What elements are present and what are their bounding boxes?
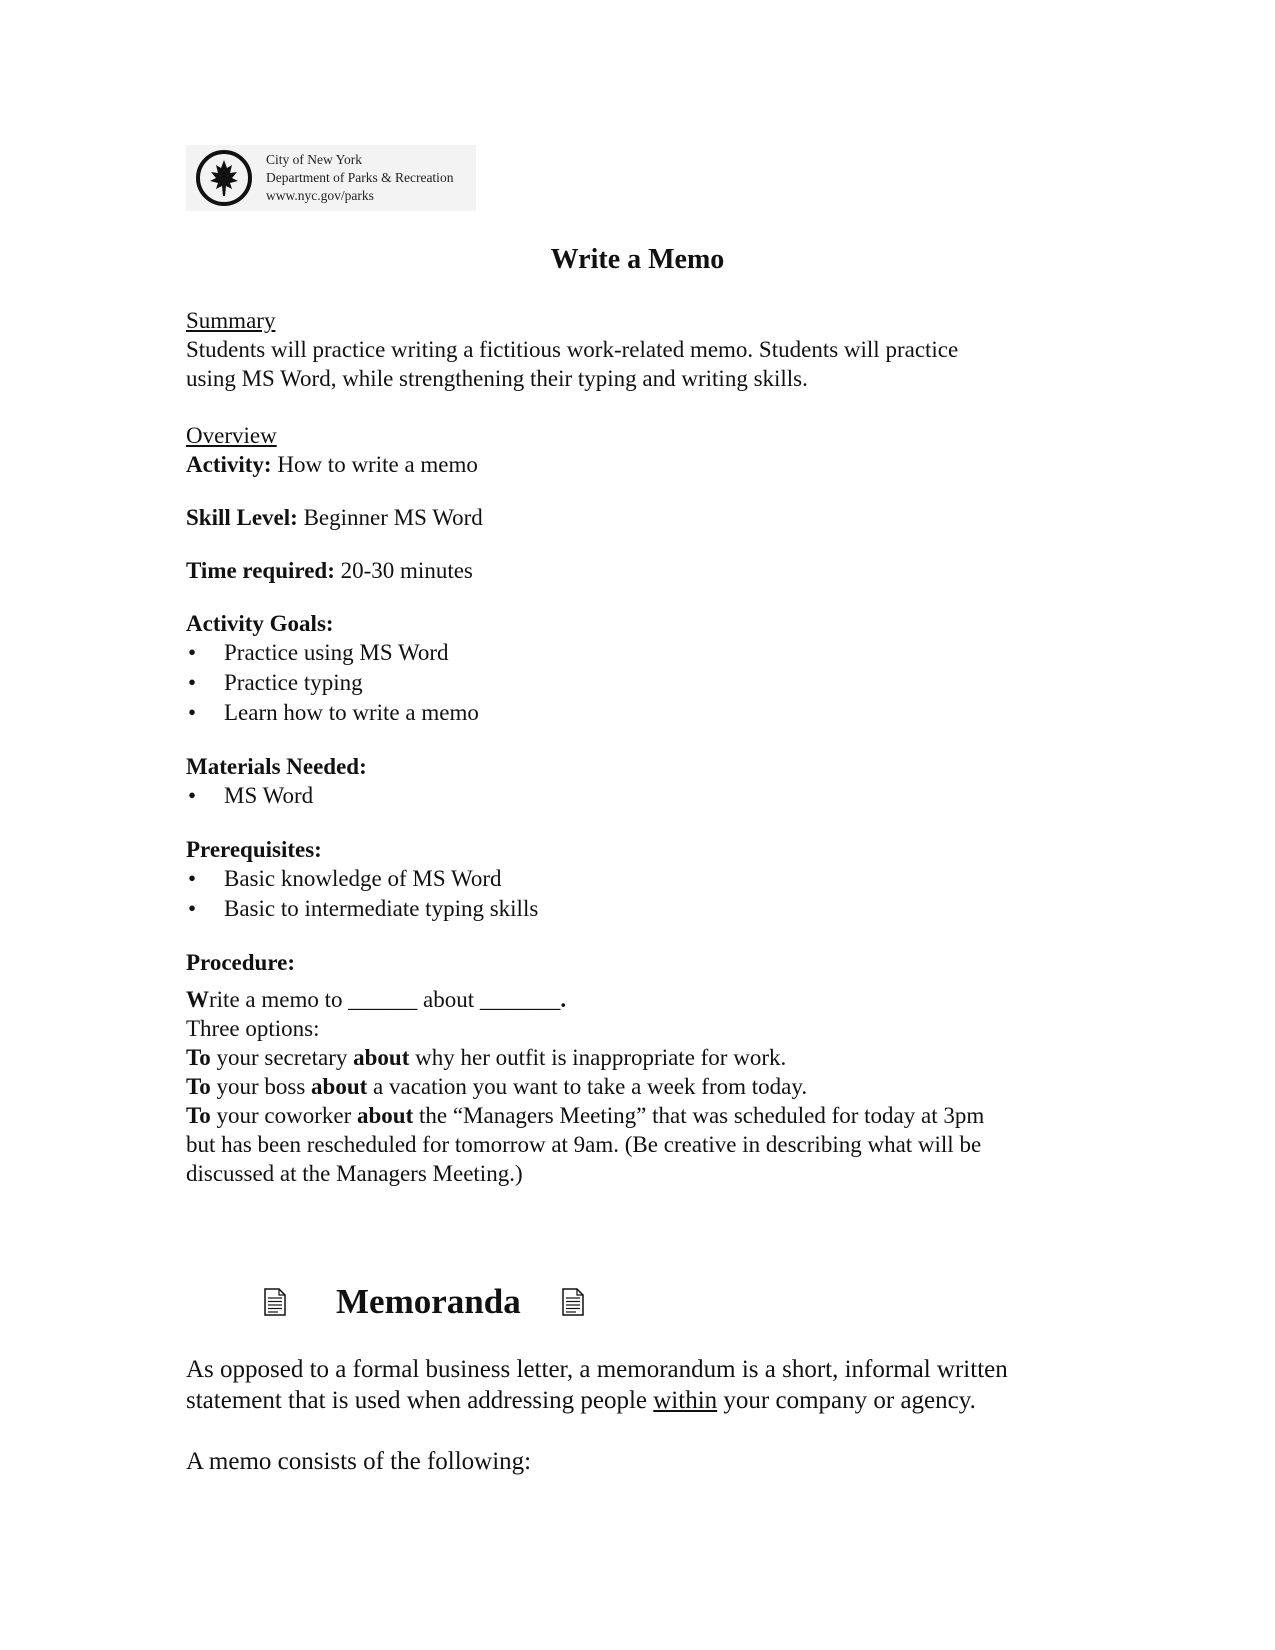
memoranda-para-2: A memo consists of the following: (186, 1448, 532, 1475)
option-2-to: To (186, 1074, 211, 1099)
skill-line (186, 503, 1086, 532)
option-1-to: To (186, 1045, 211, 1070)
option-1-a: your secretary (210, 1045, 354, 1070)
procedure-line-1-end: . (560, 987, 567, 1012)
option-3-line-2: but has been rescheduled for tomorrow at 9am. (Be creative in describing what will be (186, 1132, 982, 1157)
document-icon (562, 1288, 584, 1316)
option-3-to: To (186, 1103, 211, 1128)
memoranda-content (186, 1354, 1106, 1477)
nyc-parks-leaf-icon (194, 148, 254, 208)
skill-label: Skill Level: (186, 505, 298, 530)
procedure-line-1 (186, 985, 1086, 1014)
option-3-line-3: discussed at the Managers Meeting.) (186, 1161, 523, 1186)
procedure-line-2: Three options: (186, 1016, 320, 1041)
materials-list (186, 781, 1086, 811)
option-2 (186, 1072, 1086, 1101)
option-3-about: about (357, 1103, 414, 1128)
activity-value: How to write a memo (271, 452, 478, 477)
logo-line-1: City of New York (266, 152, 363, 167)
logo-line-3: www.nyc.gov/parks (266, 188, 374, 203)
option-2-about: about (311, 1074, 368, 1099)
procedure-line-1-text: rite a memo to ______ about _______ (209, 987, 561, 1012)
option-1-b: why her outfit is inappropriate for work. (409, 1045, 787, 1070)
memoranda-para-1-b: statement that is used when addressing people (186, 1387, 654, 1414)
time-value: 20-30 minutes (334, 558, 473, 583)
list-item: • MS Word (186, 781, 1086, 811)
list-item: • Practice typing (186, 668, 1086, 698)
memoranda-title: Memoranda (336, 1282, 521, 1321)
option-3-a: your coworker (210, 1103, 357, 1128)
summary-line-1: Students will practice writing a fictitious work-related memo. Students will practice (186, 337, 959, 362)
summary-heading: Summary (186, 308, 276, 333)
list-item: • Learn how to write a memo (186, 698, 1086, 728)
procedure-w: W (186, 987, 209, 1012)
memoranda-para-1-c: your company or agency. (717, 1387, 976, 1414)
list-item: • Practice using MS Word (186, 638, 1086, 668)
procedure-heading: Procedure: (186, 950, 296, 975)
option-3 (186, 1101, 1086, 1130)
memoranda-within: within (653, 1387, 718, 1414)
option-1-about: about (353, 1045, 410, 1070)
goals-heading: Activity Goals: (186, 611, 334, 636)
time-label: Time required: (186, 558, 335, 583)
memoranda-para-1-line-2 (186, 1385, 1106, 1416)
materials-heading: Materials Needed: (186, 754, 367, 779)
memoranda-para-1-line-1: As opposed to a formal business letter, a memorandum is a short, informal written (186, 1356, 1008, 1383)
page-title: Write a Memo (550, 244, 725, 275)
time-line (186, 556, 1086, 585)
goals-list (186, 638, 1086, 728)
option-2-a: your boss (210, 1074, 312, 1099)
list-item: • Basic knowledge of MS Word (186, 864, 1086, 894)
logo-text (266, 151, 453, 205)
logo-line-2: Department of Parks & Recreation (266, 170, 454, 185)
memoranda-heading (0, 1280, 1275, 1326)
prerequisites-list (186, 864, 1086, 924)
main-content (186, 306, 1086, 1188)
activity-label: Activity: (186, 452, 272, 477)
summary-line-2: using MS Word, while strengthening their typing and writing skills. (186, 366, 808, 391)
skill-value: Beginner MS Word (297, 505, 483, 530)
prerequisites-heading: Prerequisites: (186, 837, 322, 862)
nyc-parks-logo (186, 145, 476, 211)
overview-heading: Overview (186, 423, 277, 448)
option-1 (186, 1043, 1086, 1072)
option-3-b: the “Managers Meeting” that was scheduled for today at 3pm (413, 1103, 985, 1128)
activity-line (186, 450, 1086, 479)
document-icon (264, 1288, 286, 1316)
list-item: • Basic to intermediate typing skills (186, 894, 1086, 924)
option-2-b: a vacation you want to take a week from today. (367, 1074, 808, 1099)
